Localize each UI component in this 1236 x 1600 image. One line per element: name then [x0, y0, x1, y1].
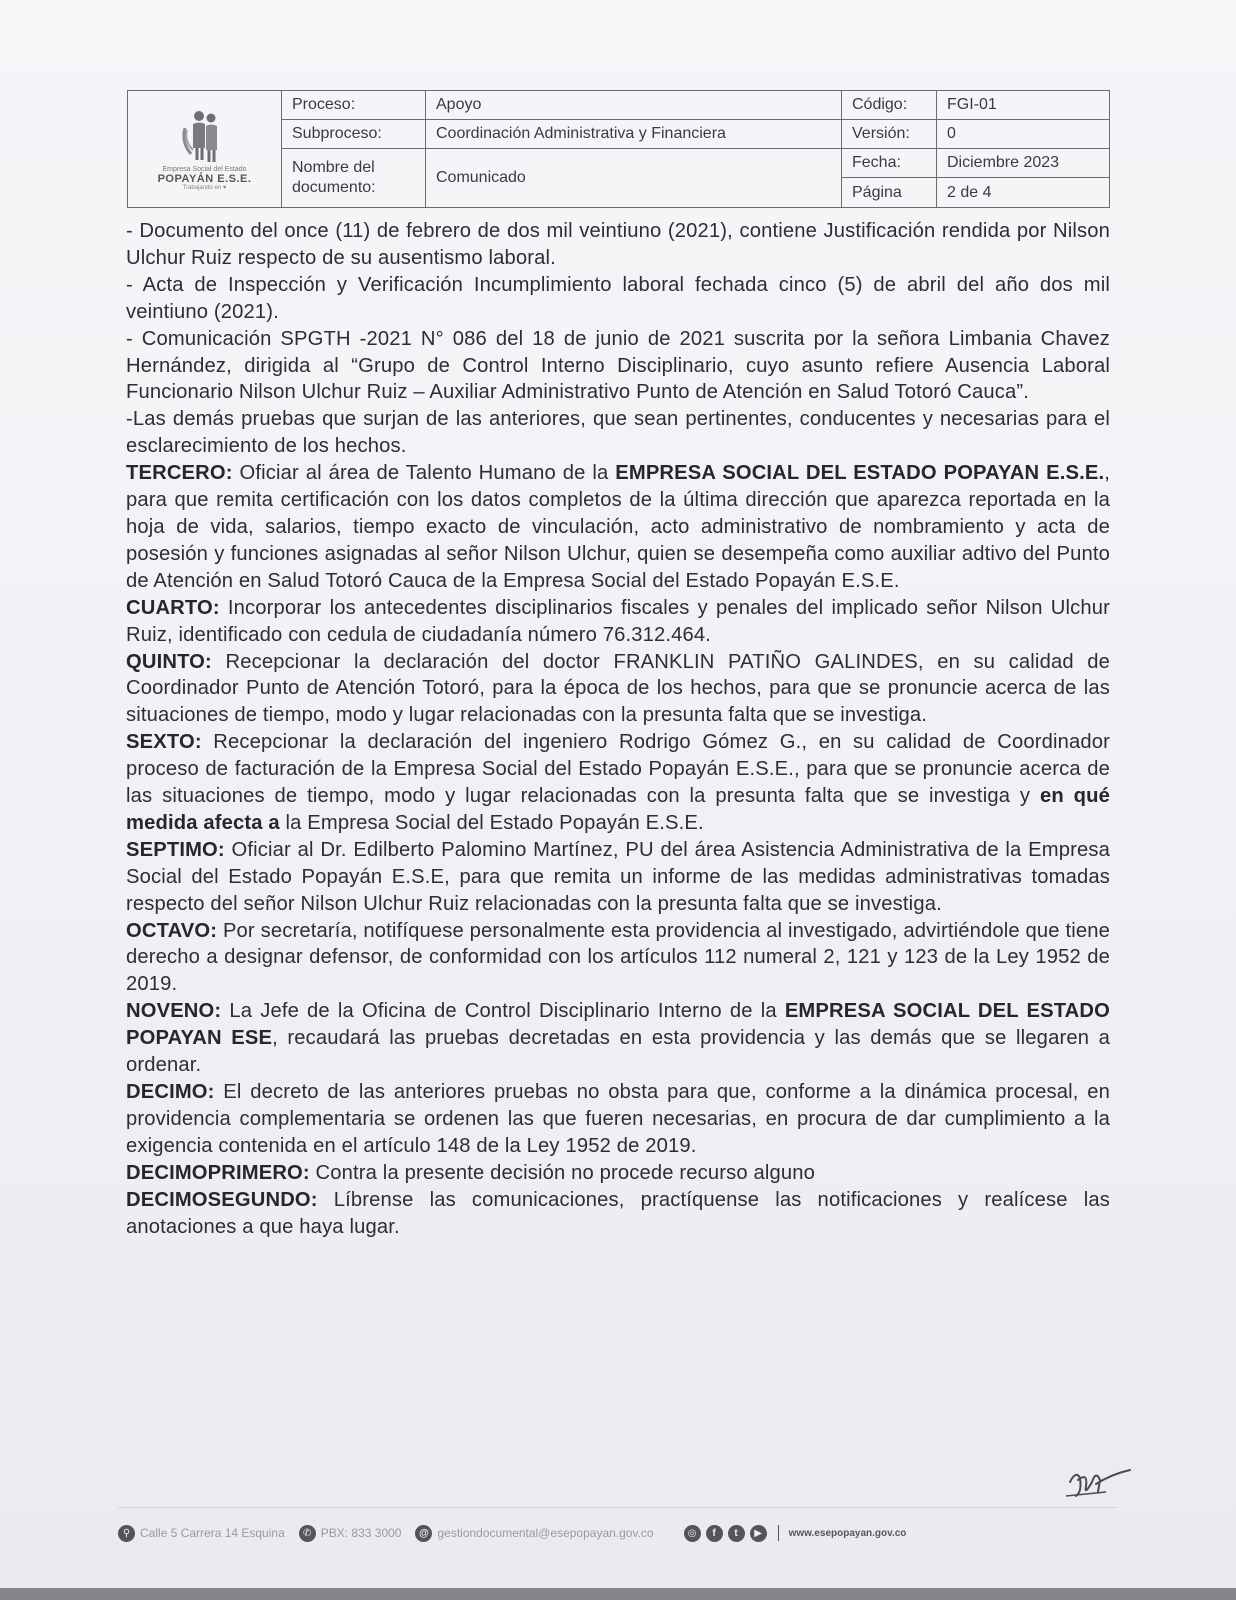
- document-body: [126, 218, 1110, 1240]
- paragraph-noveno: [126, 998, 1110, 1079]
- sexto-text-a: Recepcionar la declaración del ingeniero Rodrigo Gómez G., en su calidad de Coordinador proceso de facturación de la Empresa Social del Estado Popayán E.S.E., para que se pronuncie acerca de las situaciones de tiempo, modo y lugar relacionadas con la presunta falta que se investiga y: [126, 731, 1110, 808]
- youtube-icon[interactable]: ▶: [750, 1525, 767, 1542]
- logo-icon: [175, 108, 235, 164]
- version-value: 0: [937, 120, 1109, 149]
- tercero-text-b: , para que remita certificación con los datos completos de la última dirección que aparezca reportada en la hoja de vida, salarios, tiempo exacto de vinculación, acto administrativo de nombramiento y acta de posesión y funciones asignadas al señor Nilson Ulchur, quien se desempeña como auxiliar adtivo del Punto de Atención en Salud Totoró Cauca de la Empresa Social del Estado Popayán E.S.E.: [126, 462, 1110, 592]
- decimoprimero-text: Contra la presente decisión no procede recurso alguno: [309, 1161, 816, 1184]
- decimo-text: El decreto de las anteriores pruebas no obsta para que, conforme a la dinámica procesal, en providencia complementaria se ordenen las que fueren necesarias, en procura de dar cumplimiento a la exigencia contenida en el artículo 148 de la Ley 1952 de 2019.: [126, 1081, 1110, 1157]
- cuarto-text: Incorporar los antecedentes disciplinarios fiscales y penales del implicado señor Nilson Ulchur Ruiz, identificado con cedula de ciudadanía número 76.312.464.: [126, 596, 1110, 646]
- noveno-text-b: , recaudará las pruebas decretadas en esta providencia y las demás que se llegaren a ordenar.: [126, 1027, 1111, 1077]
- pagina-value: 2 de 4: [947, 183, 992, 201]
- octavo-heading: OCTAVO:: [126, 919, 218, 942]
- sexto-heading: SEXTO:: [126, 731, 202, 754]
- noveno-entity: EMPRESA SOCIAL DEL ESTADO POPAYAN ESE: [126, 1000, 1110, 1050]
- paragraph-septimo: [126, 837, 1110, 918]
- paragraph-documento: - Documento del once (11) de febrero de dos mil veintiuno (2021), contiene Justificación rendida por Nilson Ulchur Ruiz respecto de su ausentismo laboral.: [126, 220, 1110, 269]
- pagina-label: Página: [842, 178, 937, 207]
- social-links: [684, 1525, 772, 1542]
- sexto-emphasis: en qué medida afecta a: [126, 785, 1110, 834]
- paragraph-tercero: [126, 460, 1110, 595]
- nombre-documento-value: Comunicado: [426, 149, 842, 207]
- noveno-text-a: La Jefe de la Oficina de Control Disciplinario Interno de la: [221, 1000, 785, 1023]
- paragraph-cuarto: [126, 595, 1110, 649]
- quinto-text: Recepcionar la declaración del doctor FRANKLIN PATIÑO GALINDES, en su calidad de Coordinador Punto de Atención Totoró, para la época de los hechos, para que se pronuncie acerca de las situaciones de tiempo, modo y lugar relacionadas con la presunta falta que se investiga.: [126, 650, 1110, 727]
- footer-website[interactable]: www.esepopayan.gov.co: [788, 1527, 907, 1539]
- footer-phone: [299, 1525, 402, 1542]
- subproceso-label: Subproceso:: [282, 120, 426, 149]
- instagram-icon[interactable]: ◎: [684, 1525, 701, 1542]
- twitter-icon[interactable]: t: [728, 1525, 745, 1542]
- octavo-text: Por secretaría, notifíquese personalmente esta providencia al investigado, advirtiéndole que tiene derecho a designar defensor, de conformidad con los artículos 112 numeral 2, 121 y 123 de la Ley 1952 de 2019.: [126, 919, 1110, 996]
- nombre-documento-label: Nombre del documento:: [282, 149, 426, 207]
- codigo-label: Código:: [842, 91, 937, 120]
- logo-tagline: Trabajando en ♥: [182, 184, 227, 191]
- tercero-heading: TERCERO:: [126, 462, 233, 485]
- fecha-label: Fecha:: [842, 149, 937, 178]
- paragraph-demas-pruebas: -Las demás pruebas que surjan de las anteriores, que sean pertinentes, conducentes y necesarias para el esclarecimiento de los hechos.: [126, 408, 1110, 458]
- septimo-heading: SEPTIMO:: [126, 838, 225, 861]
- version-label: Versión:: [842, 120, 937, 149]
- email-icon: @: [415, 1525, 432, 1542]
- paragraph-sexto: [126, 729, 1110, 837]
- paragraph-decimoprimero: [126, 1160, 1110, 1187]
- location-icon: ⚲: [118, 1525, 135, 1542]
- paragraph-comunicacion: - Comunicación SPGTH -2021 N° 086 del 18 de junio de 2021 suscrita por la señora Limbania Chavez Hernández, dirigida al “Grupo de Control Interno Disciplinario, cuyo asunto refiere Ausencia Laboral Funcionario Nilson Ulchur Ruiz – Auxiliar Administrativo Punto de Atención en Salud Totoró Cauca”.: [126, 327, 1110, 404]
- signature-mark: [1062, 1452, 1134, 1502]
- paragraph-decimo: [126, 1079, 1110, 1160]
- decimosegundo-text: Líbrense las comunicaciones, practíquense las notificaciones y realícese las anotaciones a que haya lugar.: [126, 1188, 1110, 1238]
- footer-phone-text: PBX: 833 3000: [320, 1526, 402, 1540]
- paragraph-acta: - Acta de Inspección y Verificación Incumplimiento laboral fechada cinco (5) de abril del año dos mil veintiuno (2021).: [126, 273, 1110, 323]
- quinto-heading: QUINTO:: [126, 650, 212, 673]
- document-header-table: [127, 90, 1110, 208]
- decimosegundo-heading: DECIMOSEGUNDO:: [126, 1188, 318, 1211]
- page-bottom-edge: [0, 1588, 1236, 1600]
- subproceso-value: Coordinación Administrativa y Financiera: [426, 120, 842, 149]
- fecha-value: Diciembre 2023: [937, 149, 1109, 178]
- logo-name: POPAYÁN E.S.E.: [157, 172, 252, 185]
- facebook-icon[interactable]: f: [706, 1525, 723, 1542]
- footer-address: [118, 1525, 285, 1542]
- paragraph-octavo: [126, 918, 1110, 999]
- tercero-entity: EMPRESA SOCIAL DEL ESTADO POPAYAN E.S.E.: [615, 462, 1105, 485]
- sexto-text-b: la Empresa Social del Estado Popayán E.S.E.: [279, 811, 704, 834]
- footer-address-text: Calle 5 Carrera 14 Esquina: [140, 1526, 285, 1540]
- footer-separator: [778, 1525, 779, 1541]
- footer-divider: [118, 1507, 1118, 1508]
- noveno-heading: NOVENO:: [126, 1000, 222, 1023]
- footer-email[interactable]: [415, 1525, 653, 1542]
- phone-icon: ✆: [299, 1525, 316, 1542]
- septimo-text: Oficiar al Dr. Edilberto Palomino Martínez, PU del área Asistencia Administrativa de la Empresa Social del Estado Popayán E.S.E, para que remita un informe de las medidas administrativas tomadas respecto del señor Nilson Ulchur Ruiz relacionadas con la presunta falta que se investiga.: [126, 838, 1110, 915]
- logo-cell: [128, 91, 282, 207]
- logo-subtitle: Empresa Social del Estado: [162, 165, 247, 173]
- decimoprimero-heading: DECIMOPRIMERO:: [126, 1161, 310, 1184]
- page-footer: [118, 1521, 1118, 1545]
- paragraph-quinto: [126, 649, 1110, 730]
- codigo-value: FGI-01: [937, 91, 1109, 120]
- footer-email-text[interactable]: gestiondocumental@esepopayan.gov.co: [437, 1526, 654, 1540]
- proceso-value: Apoyo: [426, 91, 842, 120]
- decimo-heading: DECIMO:: [126, 1081, 215, 1103]
- proceso-label: Proceso:: [282, 91, 426, 120]
- paragraph-decimosegundo: [126, 1187, 1110, 1241]
- tercero-text-a: Oficiar al área de Talento Humano de la: [232, 462, 616, 485]
- cuarto-heading: CUARTO:: [126, 596, 220, 619]
